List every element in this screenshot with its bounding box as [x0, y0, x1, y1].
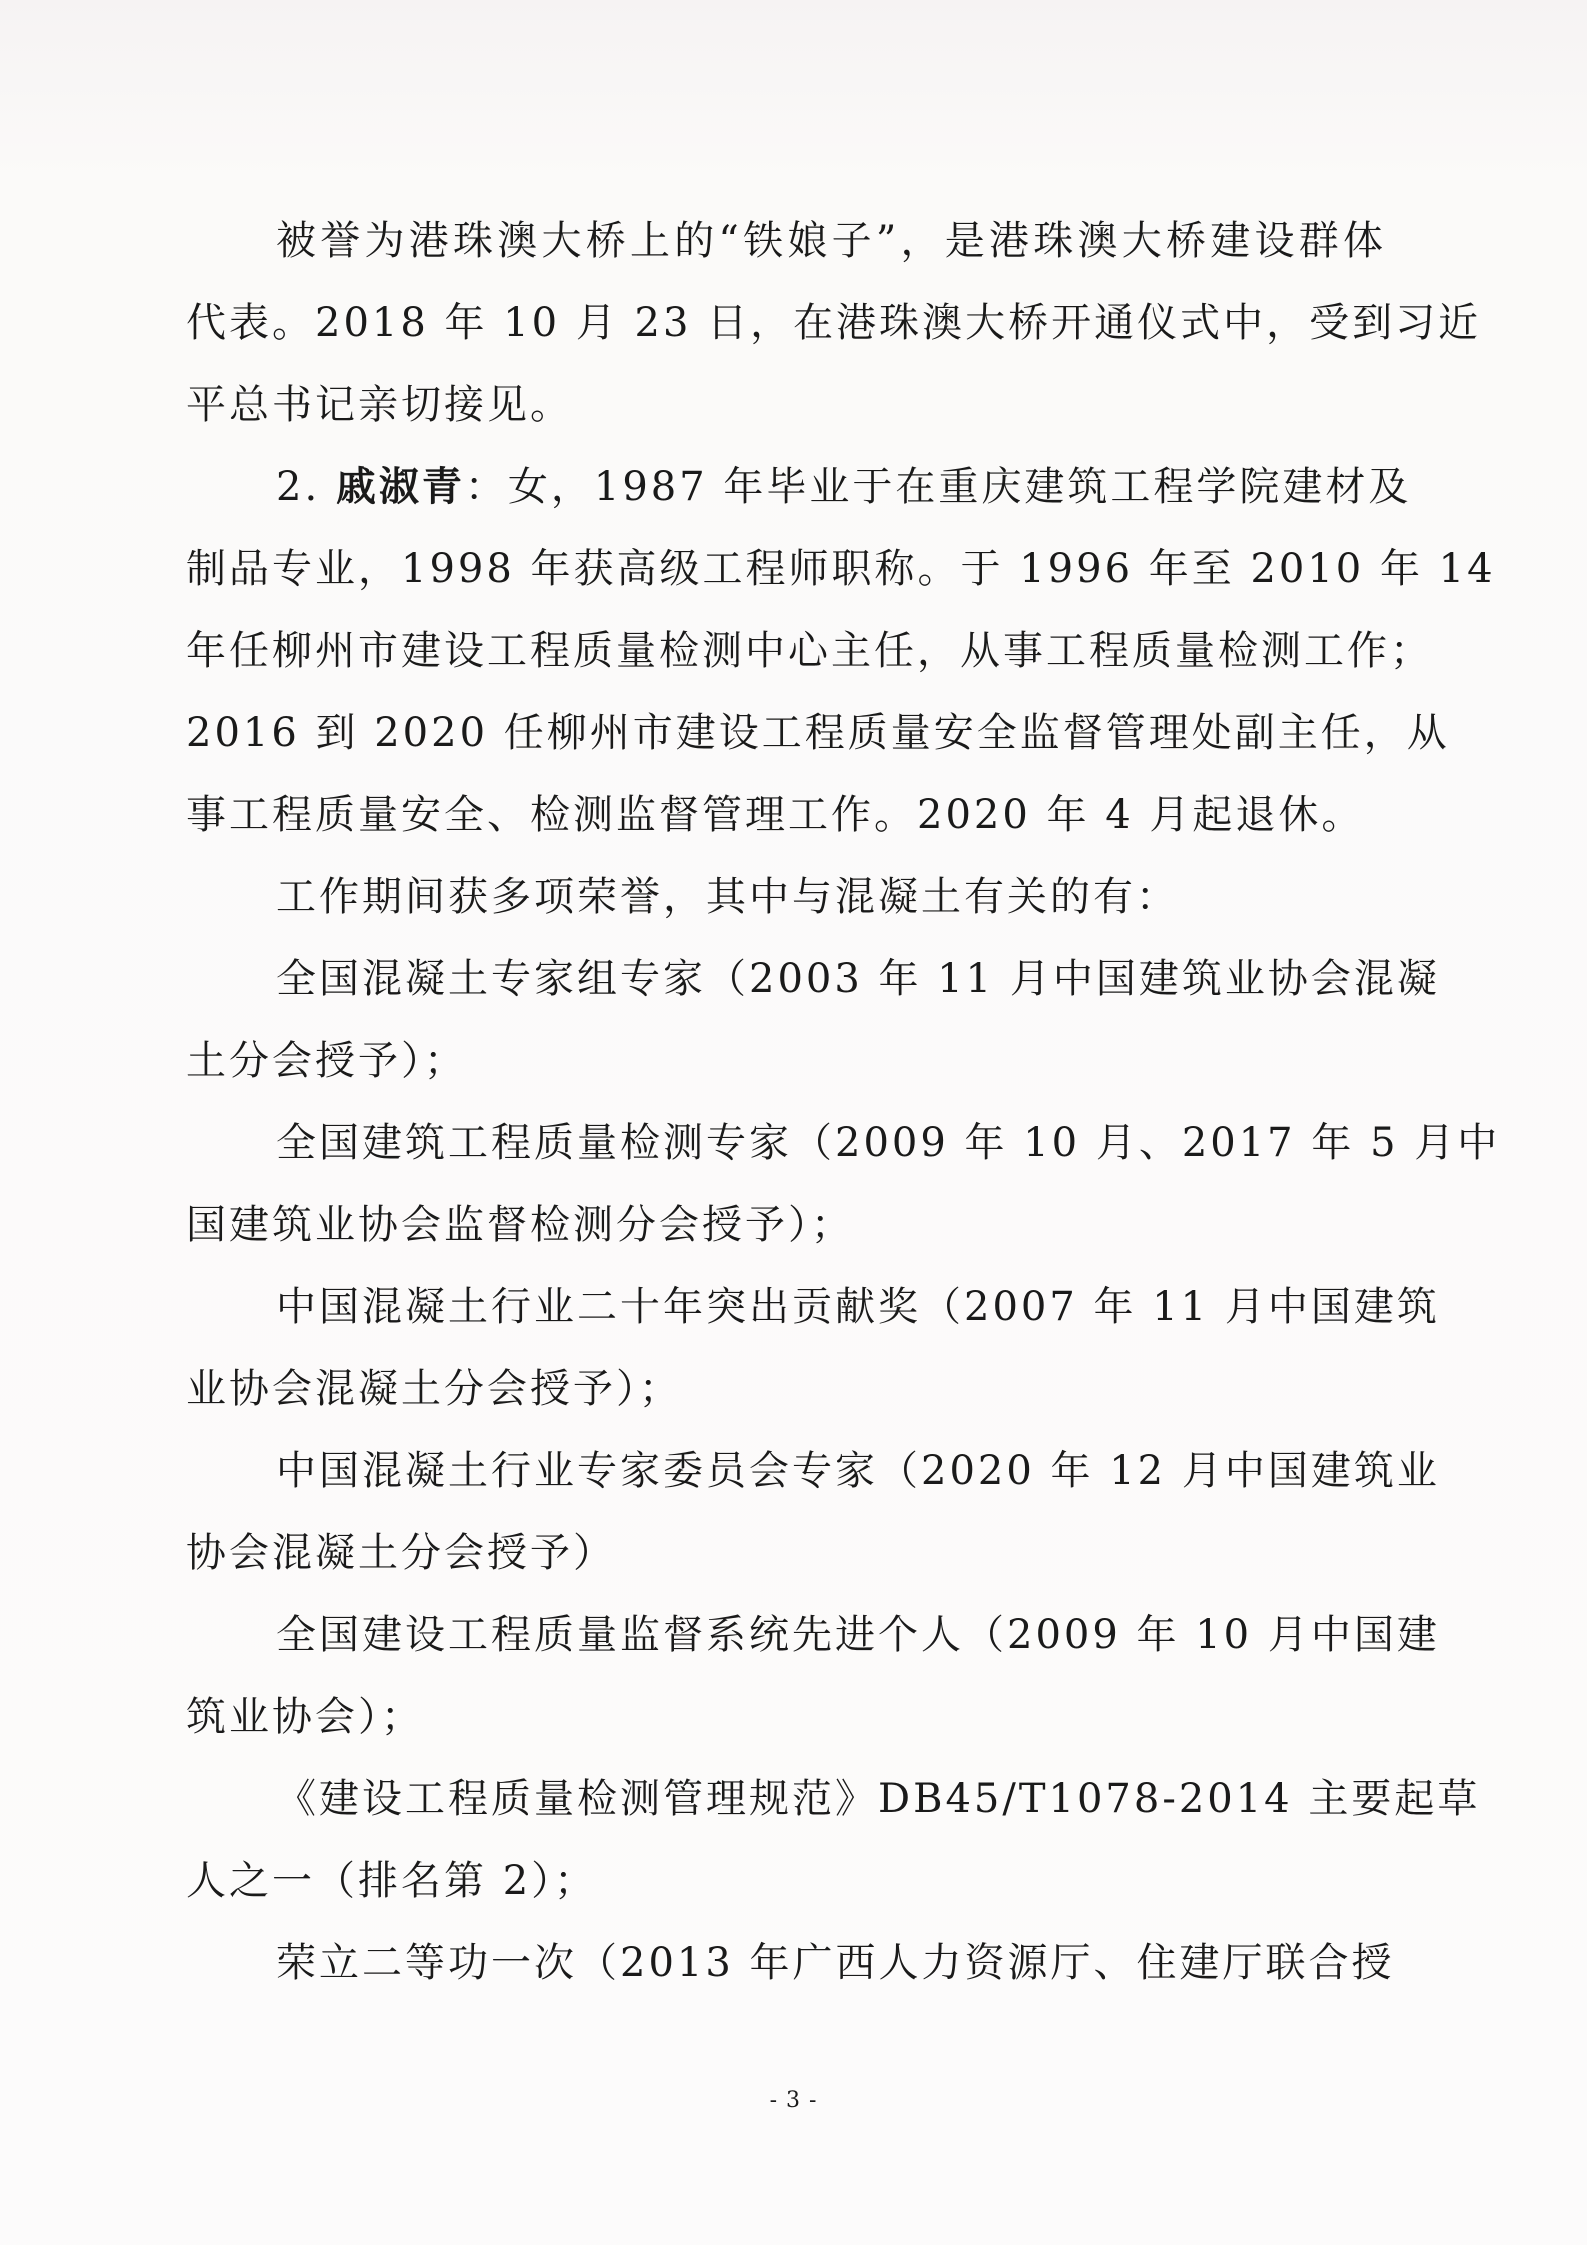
text-line-16: 中国混凝土行业专家委员会专家（2020 年 12 月中国建筑业	[276, 1448, 1440, 1494]
person-name: 戚淑青	[335, 463, 465, 510]
text-line-1: 被誉为港珠澳大桥上的“铁娘子”，是港珠澳大桥建设群体	[276, 218, 1386, 264]
text-line-13: 国建筑业协会监督检测分会授予）；	[186, 1202, 854, 1248]
text-line-9: 工作期间获多项荣誉，其中与混凝土有关的有：	[276, 874, 1179, 920]
list-number: 2.	[276, 464, 336, 510]
text-line-19: 筑业协会）；	[186, 1694, 424, 1740]
text-line-14: 中国混凝土行业二十年突出贡献奖（2007 年 11 月中国建筑	[276, 1284, 1440, 1330]
page-number: - 3 -	[769, 2088, 818, 2113]
text-line-7: 2016 到 2020 任柳州市建设工程质量安全监督管理处副主任，从	[186, 710, 1450, 756]
text-line-15: 业协会混凝土分会授予）；	[186, 1366, 682, 1412]
body-text	[186, 212, 1501, 2016]
text-line-20: 《建设工程质量检测管理规范》DB45/T1078-2014 主要起草	[276, 1776, 1481, 1822]
text-line-18: 全国建设工程质量监督系统先进个人（2009 年 10 月中国建	[276, 1612, 1440, 1658]
text-line-11: 土分会授予）；	[186, 1038, 467, 1084]
text-line-3: 平总书记亲切接见。	[186, 382, 573, 428]
text-line-10: 全国混凝土专家组专家（2003 年 11 月中国建筑业协会混凝	[276, 956, 1440, 1002]
text-line-22: 荣立二等功一次（2013 年广西人力资源厅、住建厅联合授	[276, 1940, 1395, 1986]
text-line-4: 2. 戚淑青：女，1987 年毕业于在重庆建筑工程学院建材及	[276, 463, 1412, 510]
text-line-17: 协会混凝土分会授予）	[186, 1530, 616, 1576]
text-line-5: 制品专业，1998 年获高级工程师职称。于 1996 年至 2010 年 14	[186, 546, 1496, 592]
text-line-6: 年任柳州市建设工程质量检测中心主任，从事工程质量检测工作；	[186, 628, 1433, 674]
text-line-12: 全国建筑工程质量检测专家（2009 年 10 月、2017 年 5 月中	[276, 1120, 1501, 1166]
text-line-2: 代表。2018 年 10 月 23 日，在港珠澳大桥开通仪式中，受到习近	[186, 300, 1482, 346]
text-line-21: 人之一（排名第 2）；	[186, 1858, 598, 1904]
text-line-8: 事工程质量安全、检测监督管理工作。2020 年 4 月起退休。	[186, 792, 1365, 838]
